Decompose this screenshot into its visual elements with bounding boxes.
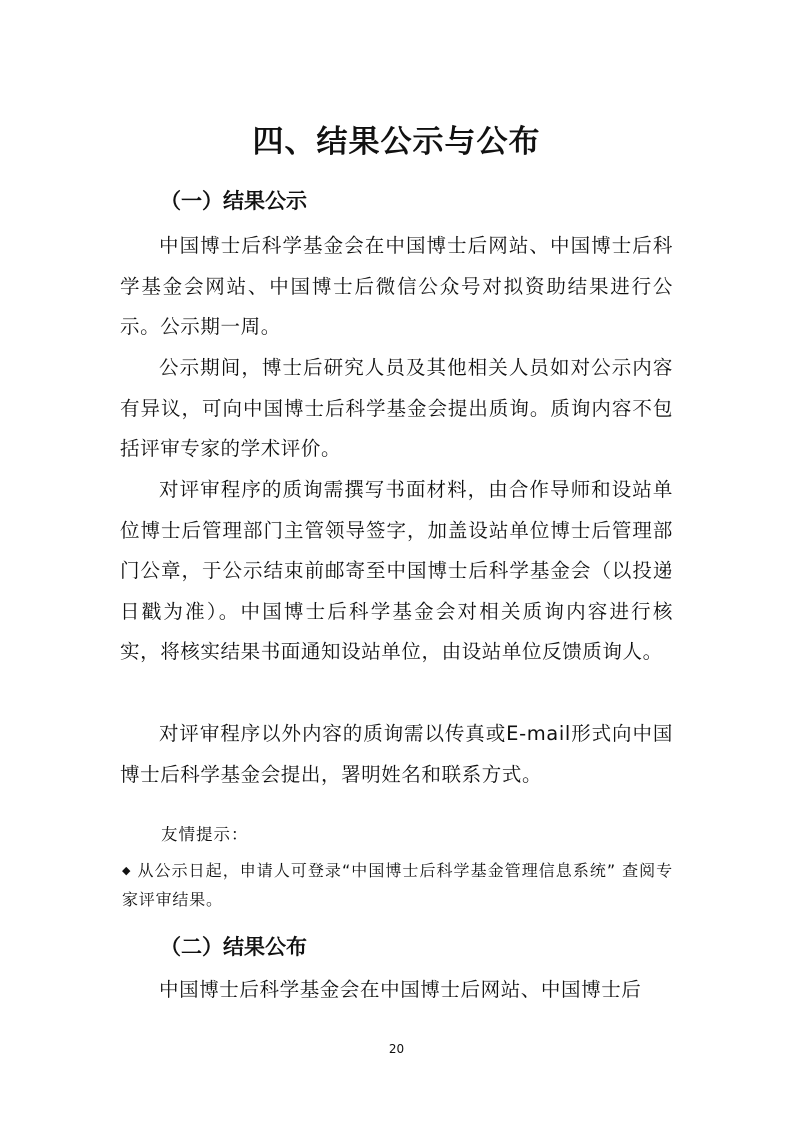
- paragraph-procedure-objection: 对评审程序的质询需撰写书面材料，由合作导师和设站单位博士后管理部门主管领导签字，加盖设站单位博士后管理部门公章，于公示结束前邮寄至中国博士后科学基金会（以投递日戳为准）。中国博士后科学基金会对相关质询内容进行核实，将核实结果书面通知设站单位，由设站单位反馈质询人。: [120, 478, 673, 663]
- tips-label: 友情提示：: [161, 825, 249, 844]
- section-heading-results-publicity: （一）结果公示: [160, 189, 307, 213]
- diamond-bullet-icon: ◆: [122, 864, 132, 877]
- tip-item-text: 从公示日起，申请人可登录“中国博士后科学基金管理信息系统” 查阅专家评审结果。: [122, 861, 673, 909]
- paragraph-objection-period: 公示期间，博士后研究人员及其他相关人员如对公示内容有异议，可向中国博士后科学基金会提出质询。质询内容不包括评审专家的学术评价。: [120, 356, 673, 460]
- page-title: 四、结果公示与公布: [252, 124, 541, 160]
- paragraph-publicity-channels: 中国博士后科学基金会在中国博士后网站、中国博士后科学基金会网站、中国博士后微信公众号对拟资助结果进行公示。公示期一周。: [120, 234, 673, 338]
- page-number: 20: [388, 1042, 405, 1056]
- paragraph-announcement: 中国博士后科学基金会在中国博士后网站、中国博士后: [159, 978, 642, 1001]
- tip-item: [122, 856, 673, 914]
- section-heading-results-announcement: （二）结果公布: [160, 935, 307, 959]
- paragraph-other-objection: 对评审程序以外内容的质询需以传真或E-mail形式向中国博士后科学基金会提出，署明姓名和联系方式。: [120, 722, 673, 786]
